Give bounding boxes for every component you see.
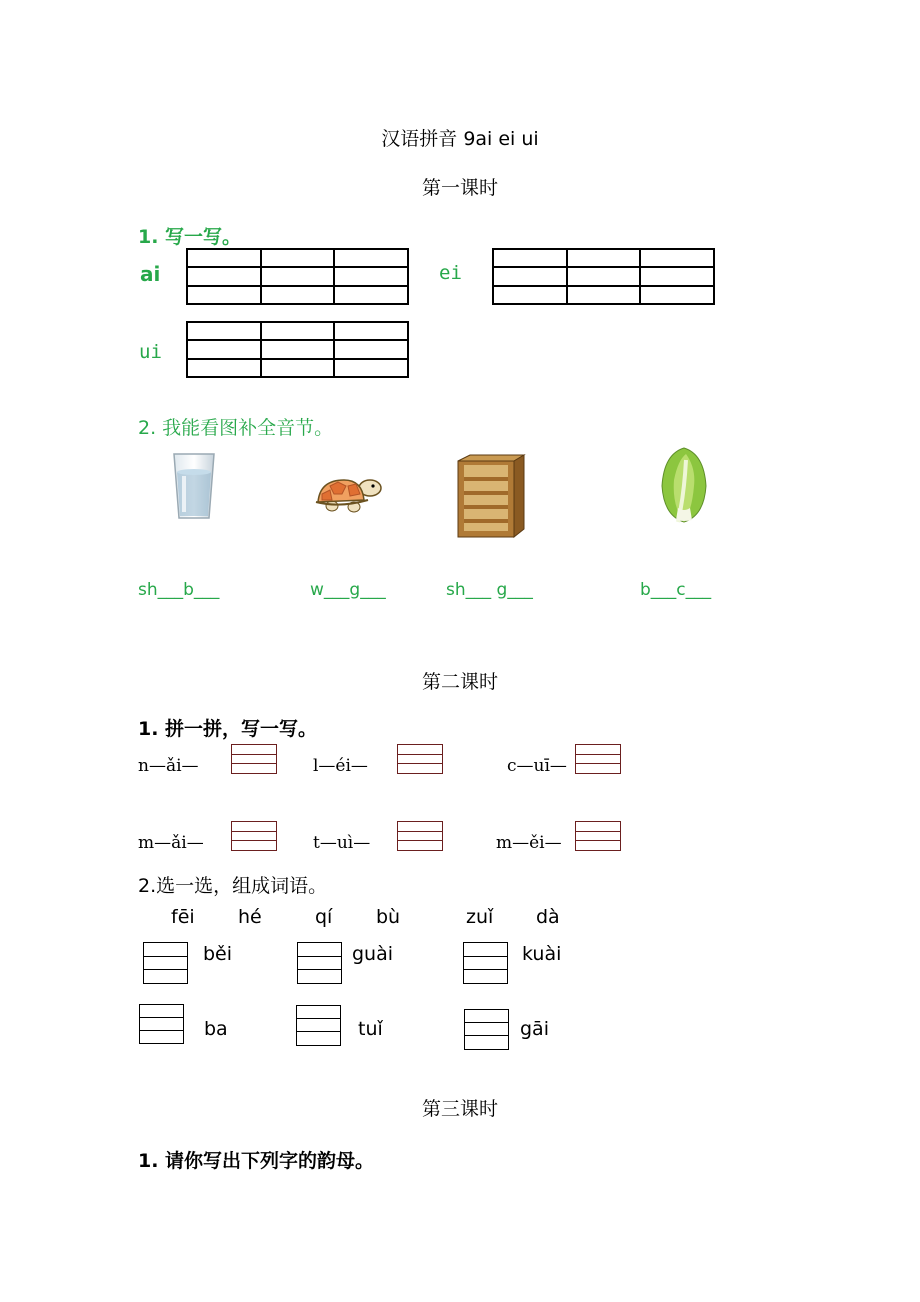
bookcase-icon <box>456 453 526 539</box>
word-box-tui[interactable] <box>296 1005 341 1046</box>
answer-box-cui[interactable] <box>575 744 621 774</box>
lesson-1-question-2: 2. 我能看图补全音节。 <box>138 417 334 439</box>
word-bei: běi <box>203 943 233 965</box>
option-fei: fēi <box>171 906 195 928</box>
writing-grid-ui[interactable] <box>186 321 409 378</box>
word-ba: ba <box>204 1018 228 1040</box>
syllable-blank-glass[interactable]: sh___b___ <box>138 580 220 600</box>
lesson-3-heading: 第三课时 <box>421 1098 498 1120</box>
word-box-ba[interactable] <box>139 1004 184 1044</box>
lesson-1-heading: 第一课时 <box>421 177 498 199</box>
writing-grid-ei[interactable] <box>492 248 715 305</box>
option-qi: qí <box>315 906 333 928</box>
row-label-ui: ui <box>139 341 162 363</box>
answer-box-mei[interactable] <box>575 821 621 851</box>
spell-item-lei: l—éi— <box>313 756 368 776</box>
answer-box-nai[interactable] <box>231 744 277 774</box>
answer-box-tui[interactable] <box>397 821 443 851</box>
word-tui: tuǐ <box>358 1018 383 1040</box>
row-label-ei: ei <box>439 262 462 284</box>
word-box-gai[interactable] <box>464 1009 509 1050</box>
word-kuai: kuài <box>522 943 562 965</box>
syllable-blank-cabbage[interactable]: b___c___ <box>640 580 712 600</box>
lesson-2-heading: 第二课时 <box>421 671 498 693</box>
option-bu: bù <box>376 906 401 928</box>
word-box-kuai[interactable] <box>463 942 508 984</box>
option-he: hé <box>238 906 262 928</box>
lesson-1-question-1: 1. 写一写。 <box>138 226 242 248</box>
turtle-icon <box>312 474 386 516</box>
page-title: 汉语拼音 9ai ei ui <box>381 128 539 150</box>
option-da: dà <box>536 906 560 928</box>
syllable-blank-bookcase[interactable]: sh___ g___ <box>446 580 533 600</box>
syllable-blank-turtle[interactable]: w___g___ <box>310 580 386 600</box>
spell-item-cui: c—uī— <box>507 756 567 776</box>
water-glass-icon <box>168 450 220 522</box>
spell-item-tui: t—uì— <box>313 833 371 853</box>
answer-box-lei[interactable] <box>397 744 443 774</box>
spell-item-mei: m—ěi— <box>496 833 562 853</box>
spell-item-mai: m—ǎi— <box>138 833 204 853</box>
word-gai: gāi <box>520 1018 549 1040</box>
row-label-ai: ai <box>140 262 161 286</box>
lesson-3-question-1: 1. 请你写出下列字的韵母。 <box>138 1150 375 1172</box>
word-guai: guài <box>352 943 394 965</box>
word-box-bei[interactable] <box>143 942 188 984</box>
option-zui: zuǐ <box>466 906 494 928</box>
lesson-2-question-2: 2.选一选，组成词语。 <box>138 875 328 897</box>
lesson-2-question-1: 1. 拼一拼，写一写。 <box>138 718 318 740</box>
cabbage-icon <box>658 446 710 524</box>
word-box-guai[interactable] <box>297 942 342 984</box>
answer-box-mai[interactable] <box>231 821 277 851</box>
writing-grid-ai[interactable] <box>186 248 409 305</box>
spell-item-nai: n—ǎi— <box>138 756 199 776</box>
